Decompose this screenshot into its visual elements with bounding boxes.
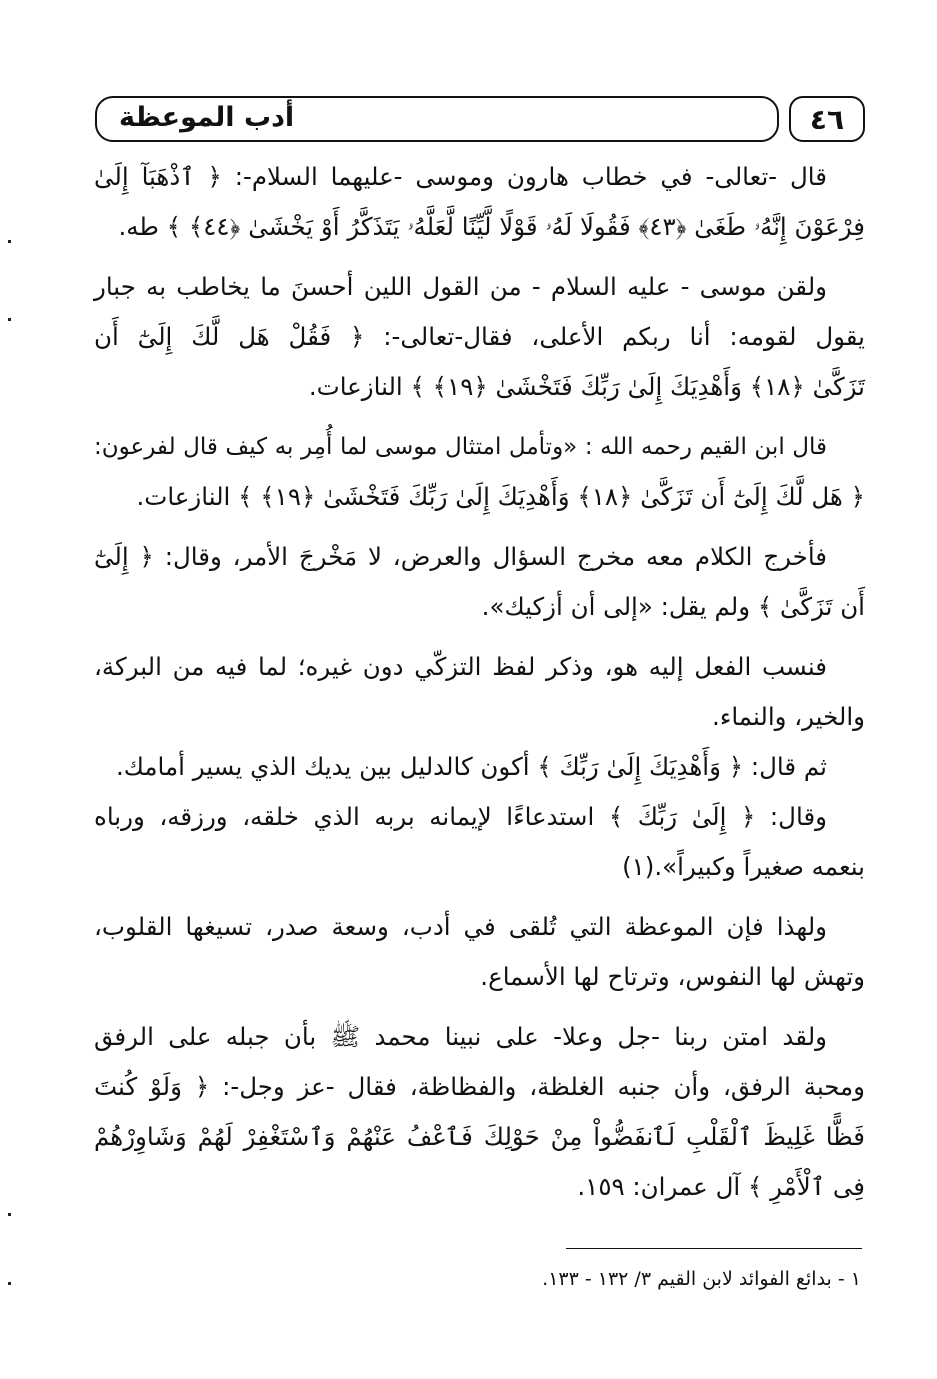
text-line: وقال: ﴿ إِلَىٰ رَبِّكَ ﴾ استدعاءًا لإيمانه بربه الذي خلقه، ورزقه، ورباه — [94, 802, 827, 831]
text-line: ومحبة الرفق، وأن جنبه الغلظة، والفظاظة، فقال -عز وجل-: ﴿ وَلَوْ كُنتَ — [94, 1072, 865, 1101]
text-line: فَظًّا غَلِيظَ ٱلْقَلْبِ لَٱنفَضُّواْ مِنْ حَوْلِكَ فَٱعْفُ عَنْهُمْ وَٱسْتَغْفِرْ لَهُمْ وَشَاوِرْهُمْ — [94, 1122, 865, 1151]
scan-mark — [8, 318, 11, 321]
text-line: فِرْعَوْنَ إِنَّهُۥ طَغَىٰ ﴿٤٣﴾ فَقُولَا لَهُۥ قَوْلًا لَّيِّنًا لَّعَلَّهُۥ يَتَذَكَّرُ أَوْ يَخْشَىٰ ﴿٤٤﴾ ﴾ طه. — [118, 212, 865, 241]
body-text — [94, 152, 865, 1212]
text-line: ولقد امتن ربنا -جل وعلا- على نبينا محمد ﷺ بأن جبله على الرفق — [94, 1022, 827, 1051]
text-line: ﴿ هَل لَّكَ إِلَىٰٓ أَن تَزَكَّىٰ ﴿١٨﴾ وَأَهْدِيَكَ إِلَىٰ رَبِّكَ فَتَخْشَىٰ ﴿١٩﴾ ﴾ النازعات. — [136, 482, 865, 511]
text-line: أَن تَزَكَّىٰ ﴾ ولم يقل: «إلى أن أزكيك». — [481, 592, 865, 621]
text-line: فِى ٱلْأَمْرِ ﴾ آل عمران: ١٥٩. — [577, 1172, 865, 1201]
text-line: ولقن موسى - عليه السلام - من القول اللين أحسنَ ما يخاطب به جبار — [94, 272, 827, 301]
text-line: تَزَكَّىٰ ﴿١٨﴾ وَأَهْدِيَكَ إِلَىٰ رَبِّكَ فَتَخْشَىٰ ﴿١٩﴾ ﴾ النازعات. — [308, 372, 865, 401]
text-line: فنسب الفعل إليه هو، وذكر لفظ التزكّي دون غيره؛ لما فيه من البركة، — [94, 652, 827, 681]
running-title: أدب الموعظة — [119, 102, 295, 133]
page-number: ٤٦ — [789, 96, 865, 142]
text-line: بنعمه صغيراً وكبيراً».(١) — [622, 852, 865, 881]
page-header — [95, 96, 865, 146]
text-line: وتهش لها النفوس، وترتاح لها الأسماع. — [480, 962, 865, 991]
text-line: فأخرج الكلام معه مخرج السؤال والعرض، لا مَخْرجَ الأمر، وقال: ﴿ إِلَىٰٓ — [94, 542, 827, 571]
text-line: والخير، والنماء. — [712, 702, 865, 731]
text-line: ثم قال: ﴿ وَأَهْدِيَكَ إِلَىٰ رَبِّكَ ﴾ أكون كالدليل بين يديك الذي يسير أمامك. — [115, 752, 827, 781]
footnote: ١ - بدائع الفوائد لابن القيم ٣/ ١٣٢ - ١٣٣. — [542, 1268, 861, 1290]
footnote-separator — [566, 1248, 862, 1249]
text-line: ولهذا فإن الموعظة التي تُلقى في أدب، وسعة صدر، تسيغها القلوب، — [94, 912, 827, 941]
scan-mark — [8, 1213, 11, 1216]
scan-mark — [8, 1282, 11, 1285]
text-line: يقول لقومه: أنا ربكم الأعلى، فقال-تعالى-: ﴿ فَقُلْ هَل لَّكَ إِلَىٰٓ أَن — [94, 322, 865, 351]
text-line: قال ابن القيم رحمه الله : «وتأمل امتثال موسى لما أُمِر به كيف قال لفرعون: — [94, 434, 827, 460]
text-line: قال -تعالى- في خطاب هارون وموسى -عليهما السلام-: ﴿ ٱذْهَبَآ إِلَىٰ — [94, 162, 827, 191]
running-title-frame — [95, 96, 779, 142]
scan-mark — [8, 240, 11, 243]
